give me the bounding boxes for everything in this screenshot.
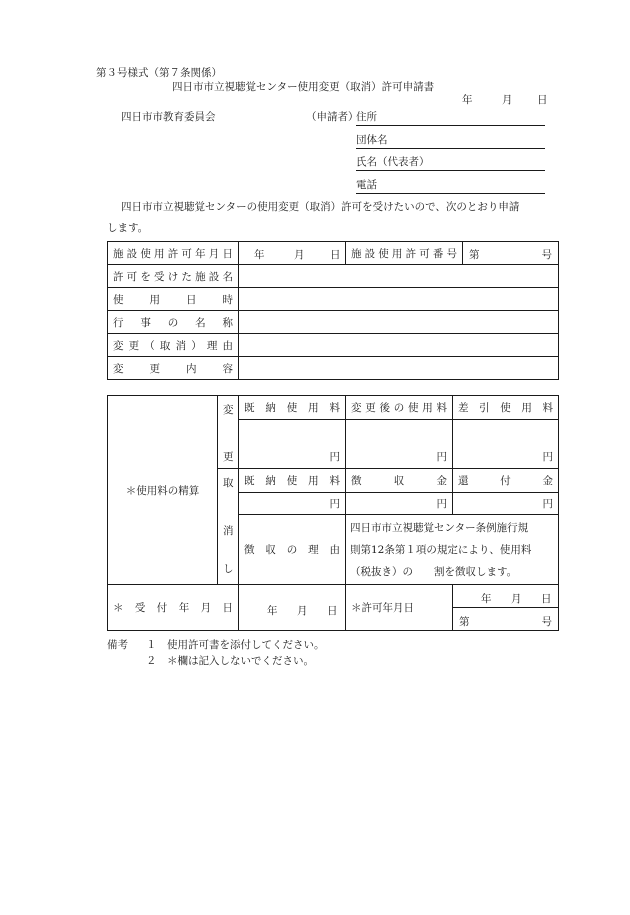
- table-row: [108, 334, 559, 357]
- change-section-label: [218, 396, 239, 469]
- date-year-label: 年: [462, 94, 473, 106]
- address-field[interactable]: [356, 112, 545, 126]
- usage-datetime-label: 使用日時: [108, 288, 239, 311]
- change-content-label: 変更内容: [108, 357, 239, 380]
- number-suffix: 号: [541, 249, 552, 261]
- table-row: [108, 265, 559, 288]
- month-label: 月: [297, 605, 308, 617]
- cancel-char-2: 消: [223, 525, 234, 537]
- group-name-field[interactable]: [356, 135, 545, 149]
- address-label: 住所: [356, 111, 377, 123]
- change-content-field[interactable]: [239, 357, 559, 380]
- rule-text-line-3: （税抜き）の 割を徴収します。: [350, 565, 518, 578]
- received-date-field[interactable]: [239, 585, 346, 631]
- usage-datetime-field[interactable]: [239, 288, 559, 311]
- yen-unit: 円: [436, 498, 447, 510]
- number-suffix: 号: [541, 616, 552, 628]
- intro-line-2: します。: [107, 222, 149, 234]
- day-label: 日: [541, 593, 552, 605]
- paid-fee-label: 既納使用料: [239, 396, 346, 420]
- rule-text-line-2: 則第12条第１項の規定により、使用料: [350, 543, 532, 556]
- fee-settlement-label: ＊使用料の精算: [108, 396, 218, 585]
- group-name-label: 団体名: [356, 134, 388, 146]
- permit-number-field-2[interactable]: [453, 608, 559, 631]
- change-char-2: 更: [223, 451, 234, 463]
- number-prefix: 第: [469, 249, 480, 261]
- difference-fee-label: 差引使用料: [453, 396, 559, 420]
- after-change-fee-label: 変更後の使用料: [346, 396, 453, 420]
- received-date-label: ＊受付年月日: [108, 585, 239, 631]
- yen-unit: 円: [329, 498, 340, 510]
- collection-reason-text: [346, 515, 559, 585]
- date-day-label: 日: [537, 94, 548, 106]
- yen-unit: 円: [542, 498, 553, 510]
- paid-fee-label-2: 既納使用料: [239, 469, 346, 493]
- collection-reason-label: 徴収の理由: [239, 515, 346, 585]
- table-row: [108, 288, 559, 311]
- table-row: [108, 357, 559, 380]
- permit-date-field[interactable]: [239, 242, 346, 265]
- event-name-label: 行事の名称: [108, 311, 239, 334]
- permit-date-label: 施設使用許可年月日: [108, 242, 239, 265]
- collection-amount-field[interactable]: [346, 493, 453, 515]
- permit-number-field[interactable]: [463, 242, 559, 265]
- after-change-fee-yen: 円: [346, 445, 453, 469]
- collection-amount-label: 徴収金: [346, 469, 453, 493]
- paid-fee-field[interactable]: [239, 420, 346, 445]
- representative-name-label: 氏名（代表者）: [356, 156, 430, 168]
- permit-info-table: [107, 241, 559, 380]
- difference-fee-field[interactable]: [453, 420, 559, 445]
- difference-fee-yen: 円: [453, 445, 559, 469]
- phone-label: 電話: [356, 179, 377, 191]
- phone-field[interactable]: [356, 180, 545, 194]
- cancel-char-3: し: [223, 563, 234, 575]
- note-item-1: １ 使用許可書を添付してください。: [146, 639, 325, 651]
- year-label: 年: [267, 605, 278, 617]
- facility-name-field[interactable]: [239, 265, 559, 288]
- permit-number-label: 施設使用許可番号: [346, 242, 463, 265]
- applicant-label: （申請者）: [306, 111, 359, 123]
- day-label: 日: [327, 605, 338, 617]
- cancel-char-1: 取: [223, 477, 234, 489]
- representative-name-field[interactable]: [356, 157, 545, 171]
- form-title: 四日市市立視聴覚センター使用変更（取消）許可申請書: [172, 81, 435, 93]
- permit-date-label-2: ＊許可年月日: [346, 585, 453, 631]
- paid-fee-2-field[interactable]: [239, 493, 346, 515]
- refund-amount-label: 還付金: [453, 469, 559, 493]
- cancel-section-label: [218, 469, 239, 585]
- event-name-field[interactable]: [239, 311, 559, 334]
- day-label: 日: [330, 249, 341, 261]
- note-item-2: ２ ＊欄は記入しないでください。: [146, 655, 314, 667]
- after-change-fee-field[interactable]: [346, 420, 453, 445]
- table-row: [108, 311, 559, 334]
- table-row: [108, 396, 559, 420]
- addressee: 四日市市教育委員会: [121, 111, 216, 123]
- permit-date-field-2[interactable]: [453, 585, 559, 608]
- fee-settlement-table: [107, 395, 559, 631]
- month-label: 月: [511, 593, 522, 605]
- number-prefix: 第: [459, 616, 470, 628]
- year-label: 年: [254, 249, 265, 261]
- intro-line-1: 四日市市立視聴覚センターの使用変更（取消）許可を受けたいので、次のとおり申請: [121, 201, 520, 213]
- table-row: [108, 585, 559, 608]
- notes-label: 備考: [107, 639, 128, 651]
- change-char-1: 変: [223, 404, 234, 416]
- refund-amount-field[interactable]: [453, 493, 559, 515]
- change-reason-field[interactable]: [239, 334, 559, 357]
- date-month-label: 月: [502, 94, 513, 106]
- rule-text-line-1: 四日市市立視聴覚センター条例施行規: [350, 521, 529, 534]
- paid-fee-yen: 円: [239, 445, 346, 469]
- facility-name-label: 許可を受けた施設名: [108, 265, 239, 288]
- change-reason-label: 変更（取消）理由: [108, 334, 239, 357]
- year-label: 年: [481, 593, 492, 605]
- month-label: 月: [294, 249, 305, 261]
- table-row: [108, 242, 559, 265]
- form-number: 第３号様式（第７条関係）: [96, 67, 222, 79]
